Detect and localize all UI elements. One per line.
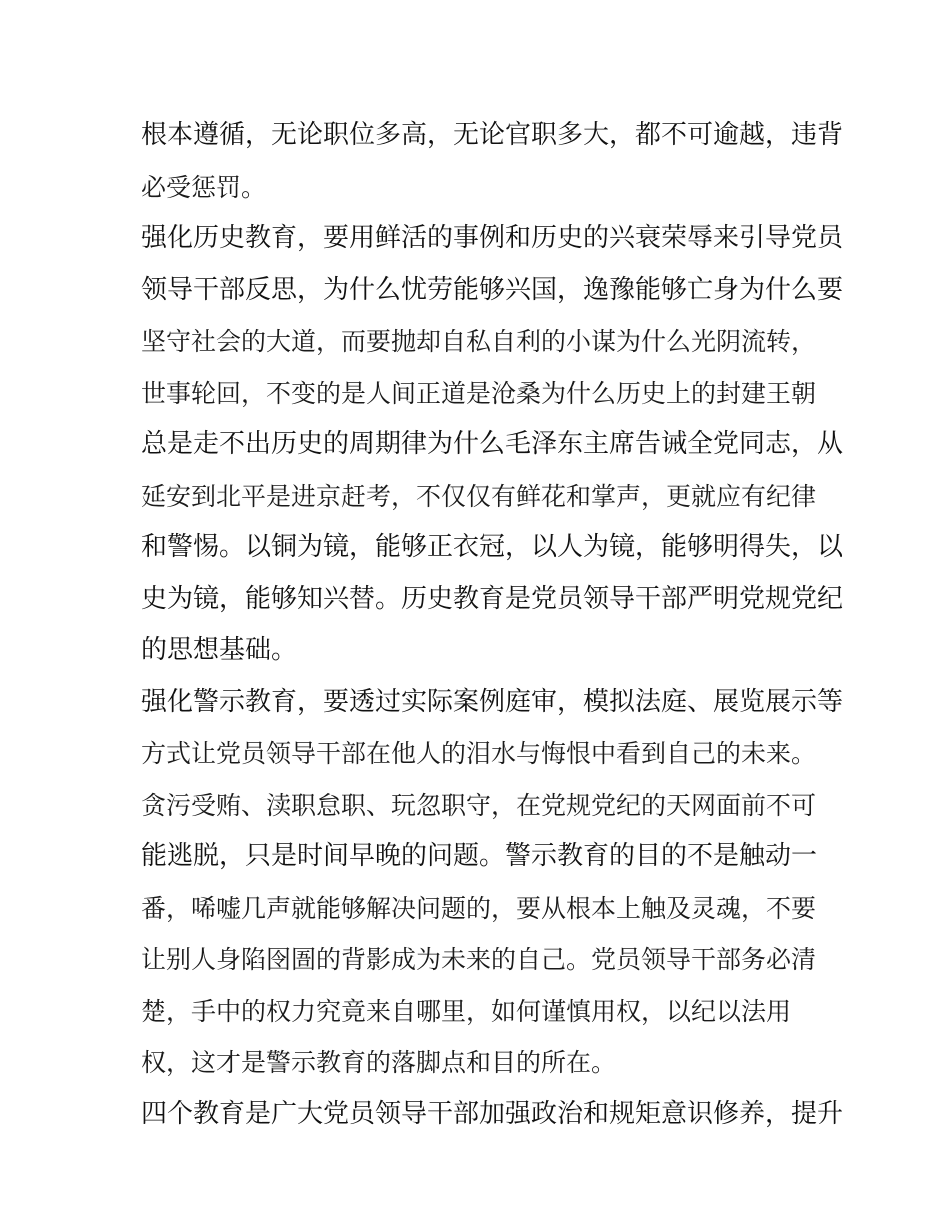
text-line: 楚，手中的权力究竟来自哪里，如何谨慎用权，以纪以法用 xyxy=(141,996,792,1026)
text-line: 四个教育是广大党员领导干部加强政治和规矩意识修养，提升 xyxy=(141,1098,844,1129)
text-line: 延安到北平是进京赶考，不仅仅有鲜花和掌声，更就应有纪律 xyxy=(141,481,817,511)
text-line: 让别人身陷囹圄的背影成为未来的自己。党员领导干部务必清 xyxy=(141,945,817,974)
text-line: 坚守社会的大道，而要抛却自私自利的小谋为什么光阴流转， xyxy=(141,327,817,356)
text-line: 贪污受贿、渎职怠职、玩忽职守，在党规党纪的天网面前不可 xyxy=(141,790,817,820)
text-line: 总是走不出历史的周期律为什么毛泽东主席告诫全党同志，从 xyxy=(141,429,844,459)
text-line: 方式让党员领导干部在他人的泪水与悔恨中看到自己的未来。 xyxy=(141,739,817,768)
text-line: 强化历史教育，要用鲜活的事例和历史的兴衰荣辱来引导党员 xyxy=(141,223,844,253)
document-body xyxy=(141,110,844,1140)
text-line: 根本遵循，无论职位多高，无论官职多大，都不可逾越，违背 xyxy=(141,120,844,150)
text-line: 和警惕。以铜为镜，能够正衣冠，以人为镜，能够明得失，以 xyxy=(141,532,844,562)
text-line: 必受惩罚。 xyxy=(141,172,267,202)
text-line: 世事轮回，不变的是人间正道是沧桑为什么历史上的封建王朝 xyxy=(141,378,817,408)
text-line: 领导干部反思，为什么忧劳能够兴国，逸豫能够亡身为什么要 xyxy=(141,274,844,305)
text-line: 史为镜，能够知兴替。历史教育是党员领导干部严明党规党纪 xyxy=(141,583,844,614)
text-line: 能逃脱，只是时间早晚的问题。警示教育的目的不是触动一 xyxy=(141,841,818,871)
text-line: 权，这才是警示教育的落脚点和目的所在。 xyxy=(141,1048,617,1077)
text-line: 的思想基础。 xyxy=(141,635,298,665)
text-line: 强化警示教育，要透过实际案例庭审，模拟法庭、展览展示等 xyxy=(141,686,844,717)
text-line: 番，唏嘘几声就能够解决问题的，要从根本上触及灵魂，不要 xyxy=(141,893,817,923)
